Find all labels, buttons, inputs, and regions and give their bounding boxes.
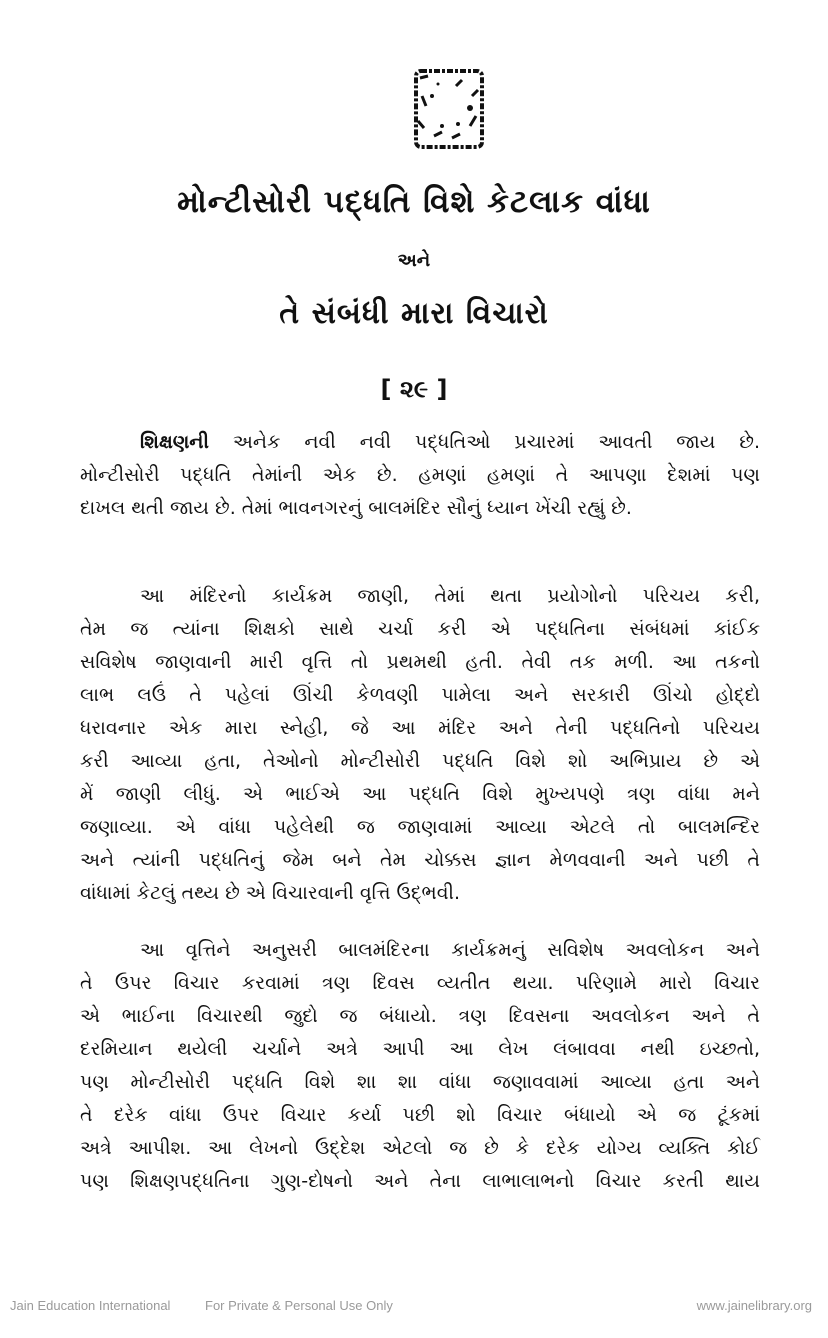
chapter-number: [ ૨૯ ] xyxy=(380,375,448,403)
paragraph-line: અત્રે આપીશ. આ લેખનો ઉદ્દેશ એટલો જ છે કે દરેક યોગ્ય વ્યક્તિ કોઈ xyxy=(80,1137,760,1159)
paragraph-line: મેં જાણી લીધું. એ ભાઈએ આ પદ્ધતિ વિશે મુખ્યપણે ત્રણ વાંધા મને xyxy=(80,783,760,805)
paragraph-line: વાંધામાં કેટલું તથ્ય છે એ વિચારવાની વૃત્તિ ઉદ્ભવી. xyxy=(80,882,461,904)
chapter-title: મોન્ટીસોરી પદ્ધતિ વિશે કેટલાક વાંધા xyxy=(177,184,651,220)
footer-website-link[interactable]: www.jainelibrary.org xyxy=(696,1298,812,1313)
paragraph-line: કરી આવ્યા હતા, તેઓનો મોન્ટીસોરી પદ્ધતિ વિશે શો અભિપ્રાય છે એ xyxy=(80,750,760,772)
stamp-vignette-icon xyxy=(412,66,488,154)
chapter-subtitle: તે સંબંધી મારા વિચારો xyxy=(279,296,549,331)
paragraph-line: જણાવ્યા. એ વાંધા પહેલેથી જ જાણવામાં આવ્યા એટલે તો બાલમન્દિર xyxy=(80,816,760,838)
paragraph-line: સવિશેષ જાણવાની મારી વૃત્તિ તો પ્રથમથી હતી. તેવી તક મળી. આ તકનો xyxy=(80,651,760,673)
paragraph-2 xyxy=(80,580,760,910)
page-footer xyxy=(0,1298,828,1318)
paragraph-line: શિક્ષણની અનેક નવી નવી પદ્ધતિઓ પ્રચારમાં આવતી જાય છે. xyxy=(140,431,760,453)
paragraph-line: આ વૃત્તિને અનુસરી બાલમંદિરના કાર્યક્રમનું સવિશેષ અવલોકન અને xyxy=(140,939,760,961)
paragraph-line: મોન્ટીસોરી પદ્ધતિ તેમાંની એક છે. હમણાં હમણાં તે આપણા દેશમાં પણ xyxy=(80,464,760,486)
paragraph-line: તેમ જ ત્યાંના શિક્ષકો સાથે ચર્ચા કરી એ પદ્ધતિના સંબંધમાં કાંઈક xyxy=(80,618,760,640)
lead-word: શિક્ષણની xyxy=(140,431,209,453)
chapter-title-conjunction: અને xyxy=(397,250,431,271)
paragraph-line: પણ શિક્ષણપદ્ધતિના ગુણ-દોષનો અને તેના લાભાલાભનો વિચાર કરતી થાય xyxy=(80,1170,760,1192)
paragraph-line: એ ભાઈના વિચારથી જુદો જ બંધાયો. ત્રણ દિવસના અવલોકન અને તે xyxy=(80,1005,760,1027)
footer-usage-notice: For Private & Personal Use Only xyxy=(205,1298,393,1313)
paragraph-line: દાખલ થતી જાય છે. તેમાં ભાવનગરનું બાલમંદિર સૌનું ધ્યાન ખેંચી રહ્યું છે. xyxy=(80,497,632,519)
paragraph-line: ધરાવનાર એક મારા સ્નેહી, જે આ મંદિર અને તેની પદ્ધતિનો પરિચય xyxy=(80,717,760,739)
paragraph-1 xyxy=(80,426,760,525)
paragraph-line: આ મંદિરનો કાર્યક્રમ જાણી, તેમાં થતા પ્રયોગોનો પરિચય કરી, xyxy=(140,585,760,607)
paragraph-3 xyxy=(80,934,760,1198)
paragraph-line: તે ઉપર વિચાર કરવામાં ત્રણ દિવસ વ્યતીત થયા. પરિણામે મારો વિચાર xyxy=(80,972,760,994)
paragraph-line: લાભ લઉં તે પહેલાં ઊંચી કેળવણી પામેલા અને સરકારી ઊંચો હોદ્દો xyxy=(80,684,760,706)
footer-publisher: Jain Education International xyxy=(10,1298,171,1313)
paragraph-line: દરમિયાન થયેલી ચર્ચાને અત્રે આપી આ લેખ લંબાવવા નથી ઇચ્છતો, xyxy=(80,1038,760,1060)
paragraph-line: અને ત્યાંની પદ્ધતિનું જેમ બને તેમ ચોક્કસ જ્ઞાન મેળવવાની અને પછી તે xyxy=(80,849,760,871)
paragraph-line: પણ મોન્ટીસોરી પદ્ધતિ વિશે શા શા વાંધા જણાવવામાં આવ્યા હતા અને xyxy=(80,1071,760,1093)
paragraph-line: તે દરેક વાંધા ઉપર વિચાર કર્યા પછી શો વિચાર બંધાયો એ જ ટૂંકમાં xyxy=(80,1104,760,1126)
